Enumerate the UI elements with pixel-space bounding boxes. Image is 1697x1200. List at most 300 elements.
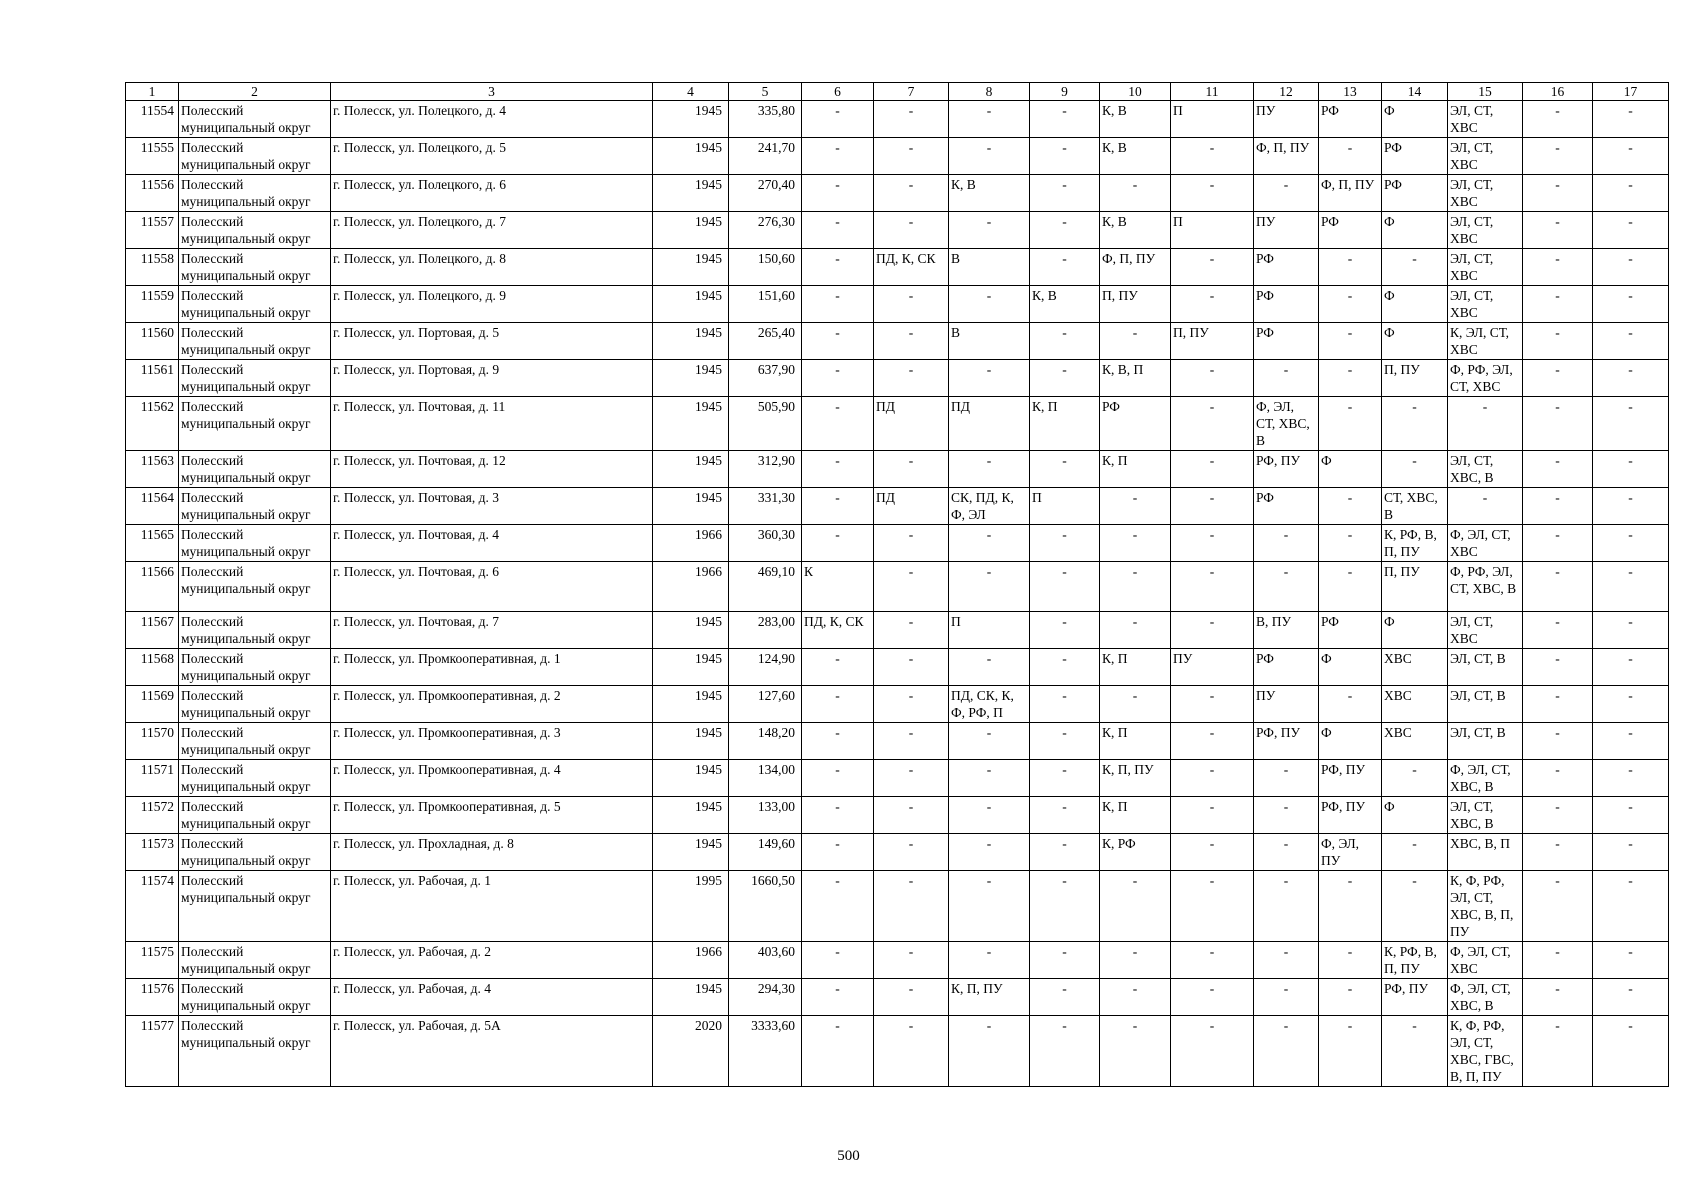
- cell-col-17: -: [1593, 525, 1669, 562]
- cell-col-17: -: [1593, 834, 1669, 871]
- cell-area: 133,00: [729, 797, 802, 834]
- cell-area: 403,60: [729, 942, 802, 979]
- cell-col-15: ЭЛ, СТ, ХВС: [1448, 612, 1523, 649]
- cell-col-10: -: [1100, 1016, 1171, 1087]
- cell-col-15: ЭЛ, СТ, ХВС, В: [1448, 451, 1523, 488]
- cell-col-17: -: [1593, 942, 1669, 979]
- cell-col-16: -: [1523, 360, 1593, 397]
- cell-col-13: -: [1319, 360, 1382, 397]
- table-row: [126, 1016, 1669, 1087]
- cell-municipality: Полесский муниципальный округ: [179, 649, 331, 686]
- cell-col-11: -: [1171, 942, 1254, 979]
- cell-col-16: -: [1523, 686, 1593, 723]
- cell-col-15: Ф, РФ, ЭЛ, СТ, ХВС, В: [1448, 562, 1523, 612]
- cell-col-9: -: [1030, 562, 1100, 612]
- cell-col-14: -: [1382, 834, 1448, 871]
- table-row: [126, 286, 1669, 323]
- cell-area: 127,60: [729, 686, 802, 723]
- cell-year: 1945: [653, 286, 729, 323]
- cell-col-9: К, В: [1030, 286, 1100, 323]
- cell-col-14: -: [1382, 397, 1448, 451]
- cell-col-11: -: [1171, 871, 1254, 942]
- cell-col-15: -: [1448, 488, 1523, 525]
- cell-col-11: -: [1171, 1016, 1254, 1087]
- cell-col-14: П, ПУ: [1382, 360, 1448, 397]
- cell-col-14: СТ, ХВС, В: [1382, 488, 1448, 525]
- cell-col-10: -: [1100, 612, 1171, 649]
- cell-municipality: Полесский муниципальный округ: [179, 612, 331, 649]
- cell-col-9: -: [1030, 525, 1100, 562]
- table-row: [126, 649, 1669, 686]
- cell-col-11: -: [1171, 760, 1254, 797]
- cell-col-12: -: [1254, 360, 1319, 397]
- cell-municipality: Полесский муниципальный округ: [179, 1016, 331, 1087]
- cell-municipality: Полесский муниципальный округ: [179, 871, 331, 942]
- cell-col-15: ЭЛ, СТ, ХВС: [1448, 249, 1523, 286]
- table-row: [126, 488, 1669, 525]
- cell-col-14: -: [1382, 249, 1448, 286]
- table-row: [126, 979, 1669, 1016]
- cell-year: 1945: [653, 451, 729, 488]
- cell-col-13: РФ: [1319, 612, 1382, 649]
- cell-col-11: -: [1171, 686, 1254, 723]
- cell-col-12: Ф, П, ПУ: [1254, 138, 1319, 175]
- cell-col-9: -: [1030, 138, 1100, 175]
- cell-col-8: -: [949, 101, 1030, 138]
- cell-col-7: -: [874, 649, 949, 686]
- cell-area: 149,60: [729, 834, 802, 871]
- cell-col-16: -: [1523, 525, 1593, 562]
- cell-col-16: -: [1523, 323, 1593, 360]
- cell-col-11: -: [1171, 488, 1254, 525]
- cell-col-9: -: [1030, 249, 1100, 286]
- cell-col-10: РФ: [1100, 397, 1171, 451]
- cell-col-14: П, ПУ: [1382, 562, 1448, 612]
- cell-row-number: 11562: [126, 397, 179, 451]
- cell-col-6: -: [802, 979, 874, 1016]
- cell-col-6: -: [802, 525, 874, 562]
- cell-col-8: -: [949, 723, 1030, 760]
- cell-year: 1966: [653, 525, 729, 562]
- column-header-11: 11: [1171, 83, 1254, 101]
- cell-col-12: РФ: [1254, 488, 1319, 525]
- cell-municipality: Полесский муниципальный округ: [179, 525, 331, 562]
- column-header-10: 10: [1100, 83, 1171, 101]
- cell-year: 1945: [653, 249, 729, 286]
- cell-col-14: Ф: [1382, 612, 1448, 649]
- column-header-2: 2: [179, 83, 331, 101]
- cell-col-11: П: [1171, 101, 1254, 138]
- cell-year: 1945: [653, 138, 729, 175]
- cell-col-14: -: [1382, 451, 1448, 488]
- cell-col-12: РФ: [1254, 649, 1319, 686]
- cell-address: г. Полесск, ул. Промкооперативная, д. 5: [331, 797, 653, 834]
- column-header-3: 3: [331, 83, 653, 101]
- cell-row-number: 11565: [126, 525, 179, 562]
- cell-col-7: -: [874, 562, 949, 612]
- cell-col-12: ПУ: [1254, 212, 1319, 249]
- cell-col-7: -: [874, 686, 949, 723]
- cell-municipality: Полесский муниципальный округ: [179, 360, 331, 397]
- cell-col-11: -: [1171, 138, 1254, 175]
- cell-col-16: -: [1523, 175, 1593, 212]
- cell-col-17: -: [1593, 723, 1669, 760]
- cell-col-16: -: [1523, 1016, 1593, 1087]
- cell-row-number: 11556: [126, 175, 179, 212]
- cell-col-10: К, В, П: [1100, 360, 1171, 397]
- cell-year: 1945: [653, 797, 729, 834]
- cell-col-13: -: [1319, 979, 1382, 1016]
- cell-col-10: -: [1100, 525, 1171, 562]
- cell-col-12: Ф, ЭЛ, СТ, ХВС, В: [1254, 397, 1319, 451]
- cell-col-8: -: [949, 562, 1030, 612]
- cell-col-14: -: [1382, 1016, 1448, 1087]
- cell-col-8: -: [949, 871, 1030, 942]
- cell-address: г. Полесск, ул. Прохладная, д. 8: [331, 834, 653, 871]
- cell-col-17: -: [1593, 1016, 1669, 1087]
- page-number: 500: [837, 1148, 860, 1164]
- cell-col-12: -: [1254, 175, 1319, 212]
- cell-col-8: -: [949, 649, 1030, 686]
- cell-col-17: -: [1593, 488, 1669, 525]
- cell-col-17: -: [1593, 138, 1669, 175]
- cell-col-12: -: [1254, 871, 1319, 942]
- cell-col-13: Ф: [1319, 649, 1382, 686]
- cell-col-6: -: [802, 212, 874, 249]
- cell-col-6: -: [802, 397, 874, 451]
- cell-col-10: Ф, П, ПУ: [1100, 249, 1171, 286]
- cell-col-7: -: [874, 723, 949, 760]
- column-header-15: 15: [1448, 83, 1523, 101]
- cell-col-11: -: [1171, 562, 1254, 612]
- cell-col-15: ЭЛ, СТ, ХВС: [1448, 175, 1523, 212]
- cell-col-16: -: [1523, 451, 1593, 488]
- cell-col-16: -: [1523, 649, 1593, 686]
- cell-col-15: К, Ф, РФ, ЭЛ, СТ, ХВС, ГВС, В, П, ПУ: [1448, 1016, 1523, 1087]
- cell-col-13: -: [1319, 871, 1382, 942]
- cell-address: г. Полесск, ул. Почтовая, д. 4: [331, 525, 653, 562]
- cell-col-8: К, П, ПУ: [949, 979, 1030, 1016]
- table-row: [126, 612, 1669, 649]
- cell-year: 1945: [653, 360, 729, 397]
- cell-address: г. Полесск, ул. Почтовая, д. 3: [331, 488, 653, 525]
- cell-row-number: 11567: [126, 612, 179, 649]
- cell-address: г. Полесск, ул. Почтовая, д. 12: [331, 451, 653, 488]
- cell-municipality: Полесский муниципальный округ: [179, 138, 331, 175]
- table-row: [126, 562, 1669, 612]
- cell-col-11: -: [1171, 723, 1254, 760]
- cell-address: г. Полесск, ул. Промкооперативная, д. 3: [331, 723, 653, 760]
- cell-address: г. Полесск, ул. Промкооперативная, д. 1: [331, 649, 653, 686]
- cell-address: г. Полесск, ул. Промкооперативная, д. 2: [331, 686, 653, 723]
- cell-col-6: -: [802, 488, 874, 525]
- cell-col-14: ХВС: [1382, 686, 1448, 723]
- cell-col-13: Ф: [1319, 451, 1382, 488]
- cell-col-17: -: [1593, 612, 1669, 649]
- cell-col-9: -: [1030, 212, 1100, 249]
- cell-year: 2020: [653, 1016, 729, 1087]
- table-row: [126, 723, 1669, 760]
- cell-col-10: -: [1100, 979, 1171, 1016]
- cell-col-13: -: [1319, 525, 1382, 562]
- cell-area: 312,90: [729, 451, 802, 488]
- cell-col-15: ЭЛ, СТ, В: [1448, 723, 1523, 760]
- cell-col-9: -: [1030, 649, 1100, 686]
- cell-col-14: РФ: [1382, 175, 1448, 212]
- cell-col-17: -: [1593, 249, 1669, 286]
- cell-municipality: Полесский муниципальный округ: [179, 323, 331, 360]
- cell-col-6: К: [802, 562, 874, 612]
- cell-col-10: -: [1100, 942, 1171, 979]
- cell-col-17: -: [1593, 175, 1669, 212]
- cell-col-12: В, ПУ: [1254, 612, 1319, 649]
- cell-address: г. Полесск, ул. Полецкого, д. 6: [331, 175, 653, 212]
- cell-col-15: ЭЛ, СТ, ХВС: [1448, 138, 1523, 175]
- cell-municipality: Полесский муниципальный округ: [179, 562, 331, 612]
- cell-col-14: ХВС: [1382, 723, 1448, 760]
- cell-col-16: -: [1523, 138, 1593, 175]
- cell-area: 331,30: [729, 488, 802, 525]
- cell-area: 148,20: [729, 723, 802, 760]
- cell-col-9: К, П: [1030, 397, 1100, 451]
- cell-col-6: -: [802, 249, 874, 286]
- cell-area: 1660,50: [729, 871, 802, 942]
- cell-col-8: -: [949, 212, 1030, 249]
- cell-row-number: 11559: [126, 286, 179, 323]
- cell-area: 335,80: [729, 101, 802, 138]
- cell-col-11: -: [1171, 397, 1254, 451]
- table-row: [126, 871, 1669, 942]
- cell-row-number: 11557: [126, 212, 179, 249]
- cell-col-10: К, В: [1100, 138, 1171, 175]
- cell-address: г. Полесск, ул. Рабочая, д. 4: [331, 979, 653, 1016]
- cell-col-12: РФ: [1254, 249, 1319, 286]
- cell-col-9: -: [1030, 834, 1100, 871]
- cell-col-15: -: [1448, 397, 1523, 451]
- cell-address: г. Полесск, ул. Промкооперативная, д. 4: [331, 760, 653, 797]
- cell-col-12: -: [1254, 1016, 1319, 1087]
- cell-address: г. Полесск, ул. Полецкого, д. 7: [331, 212, 653, 249]
- cell-row-number: 11561: [126, 360, 179, 397]
- table-row: [126, 834, 1669, 871]
- column-header-9: 9: [1030, 83, 1100, 101]
- table-row: [126, 212, 1669, 249]
- cell-area: 241,70: [729, 138, 802, 175]
- table-row: [126, 323, 1669, 360]
- cell-col-13: РФ, ПУ: [1319, 797, 1382, 834]
- cell-col-8: ПД: [949, 397, 1030, 451]
- cell-col-9: -: [1030, 451, 1100, 488]
- cell-row-number: 11572: [126, 797, 179, 834]
- cell-col-17: -: [1593, 286, 1669, 323]
- cell-col-15: ХВС, В, П: [1448, 834, 1523, 871]
- cell-col-9: -: [1030, 323, 1100, 360]
- cell-col-7: ПД: [874, 488, 949, 525]
- cell-col-7: -: [874, 979, 949, 1016]
- cell-year: 1945: [653, 212, 729, 249]
- table-row: [126, 101, 1669, 138]
- cell-col-15: ЭЛ, СТ, В: [1448, 649, 1523, 686]
- cell-col-15: ЭЛ, СТ, ХВС: [1448, 286, 1523, 323]
- cell-col-9: -: [1030, 760, 1100, 797]
- cell-col-9: -: [1030, 979, 1100, 1016]
- cell-row-number: 11574: [126, 871, 179, 942]
- cell-area: 270,40: [729, 175, 802, 212]
- cell-col-10: -: [1100, 686, 1171, 723]
- cell-col-12: -: [1254, 797, 1319, 834]
- cell-col-16: -: [1523, 249, 1593, 286]
- cell-year: 1945: [653, 488, 729, 525]
- cell-row-number: 11555: [126, 138, 179, 175]
- cell-year: 1945: [653, 612, 729, 649]
- cell-row-number: 11564: [126, 488, 179, 525]
- cell-year: 1945: [653, 834, 729, 871]
- cell-col-17: -: [1593, 451, 1669, 488]
- cell-area: 265,40: [729, 323, 802, 360]
- table-row: [126, 525, 1669, 562]
- cell-col-17: -: [1593, 562, 1669, 612]
- cell-col-6: -: [802, 942, 874, 979]
- cell-col-13: -: [1319, 138, 1382, 175]
- cell-col-6: -: [802, 138, 874, 175]
- cell-col-6: -: [802, 1016, 874, 1087]
- cell-year: 1966: [653, 942, 729, 979]
- column-header-4: 4: [653, 83, 729, 101]
- cell-col-16: -: [1523, 286, 1593, 323]
- cell-col-17: -: [1593, 323, 1669, 360]
- cell-col-7: -: [874, 871, 949, 942]
- cell-col-11: П, ПУ: [1171, 323, 1254, 360]
- cell-row-number: 11576: [126, 979, 179, 1016]
- cell-row-number: 11558: [126, 249, 179, 286]
- cell-col-15: ЭЛ, СТ, В: [1448, 686, 1523, 723]
- cell-year: 1966: [653, 562, 729, 612]
- cell-col-12: -: [1254, 760, 1319, 797]
- cell-col-9: -: [1030, 101, 1100, 138]
- cell-row-number: 11570: [126, 723, 179, 760]
- cell-col-12: -: [1254, 562, 1319, 612]
- cell-col-17: -: [1593, 871, 1669, 942]
- cell-area: 294,30: [729, 979, 802, 1016]
- column-header-16: 16: [1523, 83, 1593, 101]
- cell-col-6: ПД, К, СК: [802, 612, 874, 649]
- cell-municipality: Полесский муниципальный округ: [179, 175, 331, 212]
- cell-col-12: -: [1254, 834, 1319, 871]
- cell-address: г. Полесск, ул. Почтовая, д. 11: [331, 397, 653, 451]
- cell-municipality: Полесский муниципальный округ: [179, 212, 331, 249]
- cell-col-7: -: [874, 797, 949, 834]
- cell-col-7: -: [874, 138, 949, 175]
- cell-col-16: -: [1523, 942, 1593, 979]
- cell-col-13: -: [1319, 686, 1382, 723]
- cell-col-7: -: [874, 323, 949, 360]
- cell-col-12: РФ, ПУ: [1254, 451, 1319, 488]
- cell-col-9: -: [1030, 360, 1100, 397]
- cell-col-10: К, РФ: [1100, 834, 1171, 871]
- cell-col-14: Ф: [1382, 323, 1448, 360]
- cell-area: 505,90: [729, 397, 802, 451]
- cell-col-11: -: [1171, 612, 1254, 649]
- cell-col-9: -: [1030, 797, 1100, 834]
- cell-col-13: -: [1319, 942, 1382, 979]
- cell-col-11: П: [1171, 212, 1254, 249]
- table-row: [126, 760, 1669, 797]
- cell-col-9: -: [1030, 686, 1100, 723]
- cell-col-10: К, П, ПУ: [1100, 760, 1171, 797]
- cell-col-7: ПД, К, СК: [874, 249, 949, 286]
- column-header-7: 7: [874, 83, 949, 101]
- cell-col-8: П: [949, 612, 1030, 649]
- cell-col-9: -: [1030, 175, 1100, 212]
- cell-col-11: ПУ: [1171, 649, 1254, 686]
- cell-col-10: -: [1100, 488, 1171, 525]
- cell-year: 1945: [653, 760, 729, 797]
- cell-col-7: -: [874, 212, 949, 249]
- cell-year: 1945: [653, 649, 729, 686]
- cell-col-12: РФ: [1254, 323, 1319, 360]
- cell-col-17: -: [1593, 397, 1669, 451]
- cell-col-11: -: [1171, 979, 1254, 1016]
- cell-address: г. Полесск, ул. Полецкого, д. 5: [331, 138, 653, 175]
- cell-municipality: Полесский муниципальный округ: [179, 760, 331, 797]
- cell-col-15: ЭЛ, СТ, ХВС: [1448, 212, 1523, 249]
- cell-row-number: 11575: [126, 942, 179, 979]
- cell-col-10: К, П: [1100, 649, 1171, 686]
- cell-col-7: -: [874, 760, 949, 797]
- column-header-1: 1: [126, 83, 179, 101]
- cell-col-14: К, РФ, В, П, ПУ: [1382, 942, 1448, 979]
- cell-col-7: -: [874, 942, 949, 979]
- cell-col-8: К, В: [949, 175, 1030, 212]
- cell-col-16: -: [1523, 760, 1593, 797]
- register-table: [125, 82, 1669, 1087]
- cell-municipality: Полесский муниципальный округ: [179, 686, 331, 723]
- cell-col-13: -: [1319, 1016, 1382, 1087]
- cell-col-10: П, ПУ: [1100, 286, 1171, 323]
- cell-col-10: К, В: [1100, 101, 1171, 138]
- cell-area: 469,10: [729, 562, 802, 612]
- cell-row-number: 11573: [126, 834, 179, 871]
- cell-col-14: Ф: [1382, 286, 1448, 323]
- cell-col-17: -: [1593, 212, 1669, 249]
- cell-municipality: Полесский муниципальный округ: [179, 249, 331, 286]
- cell-col-8: -: [949, 525, 1030, 562]
- cell-area: 151,60: [729, 286, 802, 323]
- cell-col-12: ПУ: [1254, 686, 1319, 723]
- cell-area: 124,90: [729, 649, 802, 686]
- cell-col-13: -: [1319, 249, 1382, 286]
- cell-col-13: РФ: [1319, 101, 1382, 138]
- cell-row-number: 11566: [126, 562, 179, 612]
- cell-col-13: -: [1319, 397, 1382, 451]
- cell-col-6: -: [802, 323, 874, 360]
- cell-col-7: -: [874, 525, 949, 562]
- cell-address: г. Полесск, ул. Портовая, д. 9: [331, 360, 653, 397]
- cell-col-17: -: [1593, 649, 1669, 686]
- cell-col-15: Ф, РФ, ЭЛ, СТ, ХВС: [1448, 360, 1523, 397]
- cell-year: 1945: [653, 686, 729, 723]
- cell-col-8: -: [949, 360, 1030, 397]
- cell-col-15: Ф, ЭЛ, СТ, ХВС: [1448, 525, 1523, 562]
- table-row: [126, 249, 1669, 286]
- cell-col-13: -: [1319, 488, 1382, 525]
- cell-col-10: К, П: [1100, 723, 1171, 760]
- cell-col-8: ПД, СК, К, Ф, РФ, П: [949, 686, 1030, 723]
- cell-col-16: -: [1523, 397, 1593, 451]
- cell-col-14: ХВС: [1382, 649, 1448, 686]
- cell-col-9: -: [1030, 1016, 1100, 1087]
- cell-col-10: -: [1100, 175, 1171, 212]
